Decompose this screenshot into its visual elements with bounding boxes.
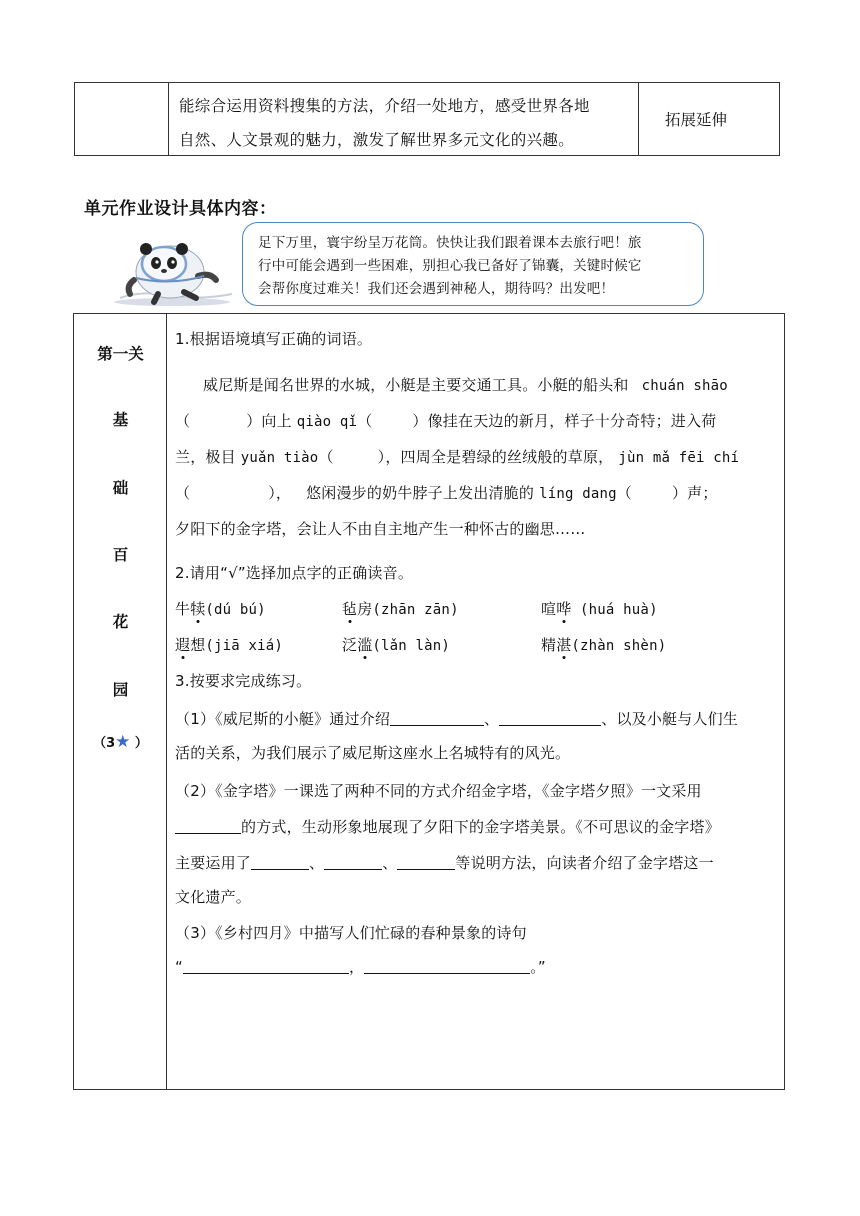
level-char: 基 [112, 411, 129, 429]
q1-line: （ ）， 悠闲漫步的奶牛脖子上发出清脆的 líng dang（ ）声； [175, 484, 718, 502]
answer-blank[interactable] [397, 854, 455, 870]
level-char: 花 [112, 613, 129, 631]
q1-line: 兰，极目 yuǎn tiào（ ），四周全是碧绿的丝绒般的草原， jùn mǎ fēi chí [175, 448, 740, 466]
q3-line: （3）《乡村四月》中描写人们忙碌的春种景象的诗句 [175, 924, 527, 942]
q3-line: （1）《威尼斯的小艇》通过介绍 、 、以及小艇与人们生 [175, 710, 739, 728]
reading-item[interactable]: 泛滥(lǎn làn) [342, 636, 451, 654]
q3-line: 文化遗产。 [175, 888, 252, 906]
reading-item[interactable]: 精湛(zhàn shèn) [541, 636, 667, 654]
speech-line: 行中可能会遇到一些困难，别担心我已备好了锦囊，关键时候它 [258, 258, 642, 274]
q3-line: 主要运用了 、 、 等说明方法，向读者介绍了金字塔这一 [175, 854, 714, 872]
q1-line: （ ）向上 qiào qǐ（ ）像挂在天边的新月，样子十分奇特；进入荷 [175, 412, 717, 430]
answer-blank[interactable] [251, 854, 309, 870]
objective-line: 能综合运用资料搜集的方法，介绍一处地方，感受世界各地 [179, 97, 590, 115]
question-1-title: 1.根据语境填写正确的词语。 [175, 330, 373, 348]
answer-blank[interactable] [390, 710, 484, 726]
panda-mascot-icon [112, 238, 240, 308]
answer-blank[interactable] [183, 958, 349, 974]
objective-table [74, 82, 780, 156]
exercise-table [73, 313, 785, 1090]
q3-line: 活的关系，为我们展示了威尼斯这座水上名城特有的风光。 [175, 744, 571, 762]
q3-line: 的方式，生动形象地展现了夕阳下的金字塔美景。《不可思议的金字塔》 [175, 816, 720, 837]
q1-line: 夕阳下的金字塔，会让人不由自主地产生一种怀古的幽思…… [175, 520, 586, 538]
exercise-content [167, 314, 784, 1089]
level-name: 第一关 [97, 345, 144, 363]
reading-item[interactable]: 毡房(zhān zān) [342, 600, 459, 618]
rating-suffix: ） [130, 736, 148, 751]
pinyin: líng dang [539, 486, 617, 502]
section-title: 单元作业设计具体内容： [84, 199, 277, 219]
pinyin: yuǎn tiào [240, 450, 319, 466]
category-cell: 拓展延伸 [665, 111, 728, 129]
pinyin: chuán shāo [641, 378, 728, 394]
question-3-title: 3.按要求完成练习。 [175, 672, 312, 690]
pinyin: qiào qǐ [296, 414, 358, 430]
pinyin-options: (jiā xiá) [205, 638, 284, 654]
level-char: 础 [112, 479, 129, 497]
q1-line: 威尼斯是闻名世界的水城，小艇是主要交通工具。小艇的船头和 chuán shāo [203, 376, 728, 394]
answer-blank[interactable] [324, 854, 382, 870]
reading-item[interactable]: 遐想(jiā xiá) [175, 636, 284, 654]
objective-line: 自然、人文景观的魅力，激发了解世界多元文化的兴趣。 [179, 131, 575, 149]
rating-prefix: （3 [93, 736, 116, 751]
answer-blank[interactable] [499, 710, 601, 726]
pinyin: jùn mǎ fēi chí [618, 450, 740, 466]
pinyin-options: (dú bú) [205, 602, 266, 618]
speech-bubble [242, 222, 704, 306]
q3-line: （2）《金字塔》一课选了两种不同的方式介绍金字塔，《金字塔夕照》一文采用 [175, 782, 702, 800]
answer-blank[interactable] [364, 958, 530, 974]
star-rating [74, 732, 167, 752]
level-char: 百 [112, 546, 129, 564]
speech-line: 足下万里，寰宇纷呈万花筒。快快让我们跟着课本去旅行吧！旅 [258, 235, 642, 251]
question-2-title: 2.请用“√”选择加点字的正确读音。 [175, 564, 414, 582]
star-icon: ★ [115, 732, 131, 752]
objective-table-empty-cell [75, 83, 169, 155]
objective-cell [169, 83, 639, 155]
pinyin-options: (zhàn shèn) [571, 638, 667, 654]
level-char: 园 [112, 681, 129, 699]
answer-blank[interactable] [175, 818, 241, 834]
speech-line: 会帮你度过难关！我们还会遇到神秘人，期待吗？出发吧！ [258, 281, 615, 297]
q3-line: “ ， 。” [175, 958, 546, 976]
reading-item[interactable]: 牛犊(dú bú) [175, 600, 266, 618]
pinyin-options: (zhān zān) [372, 602, 459, 618]
level-column [74, 314, 167, 1089]
reading-item[interactable]: 喧哗 (huá huà) [541, 600, 658, 618]
pinyin-options: (huá huà) [571, 602, 658, 618]
pinyin-options: (lǎn làn) [372, 638, 451, 654]
